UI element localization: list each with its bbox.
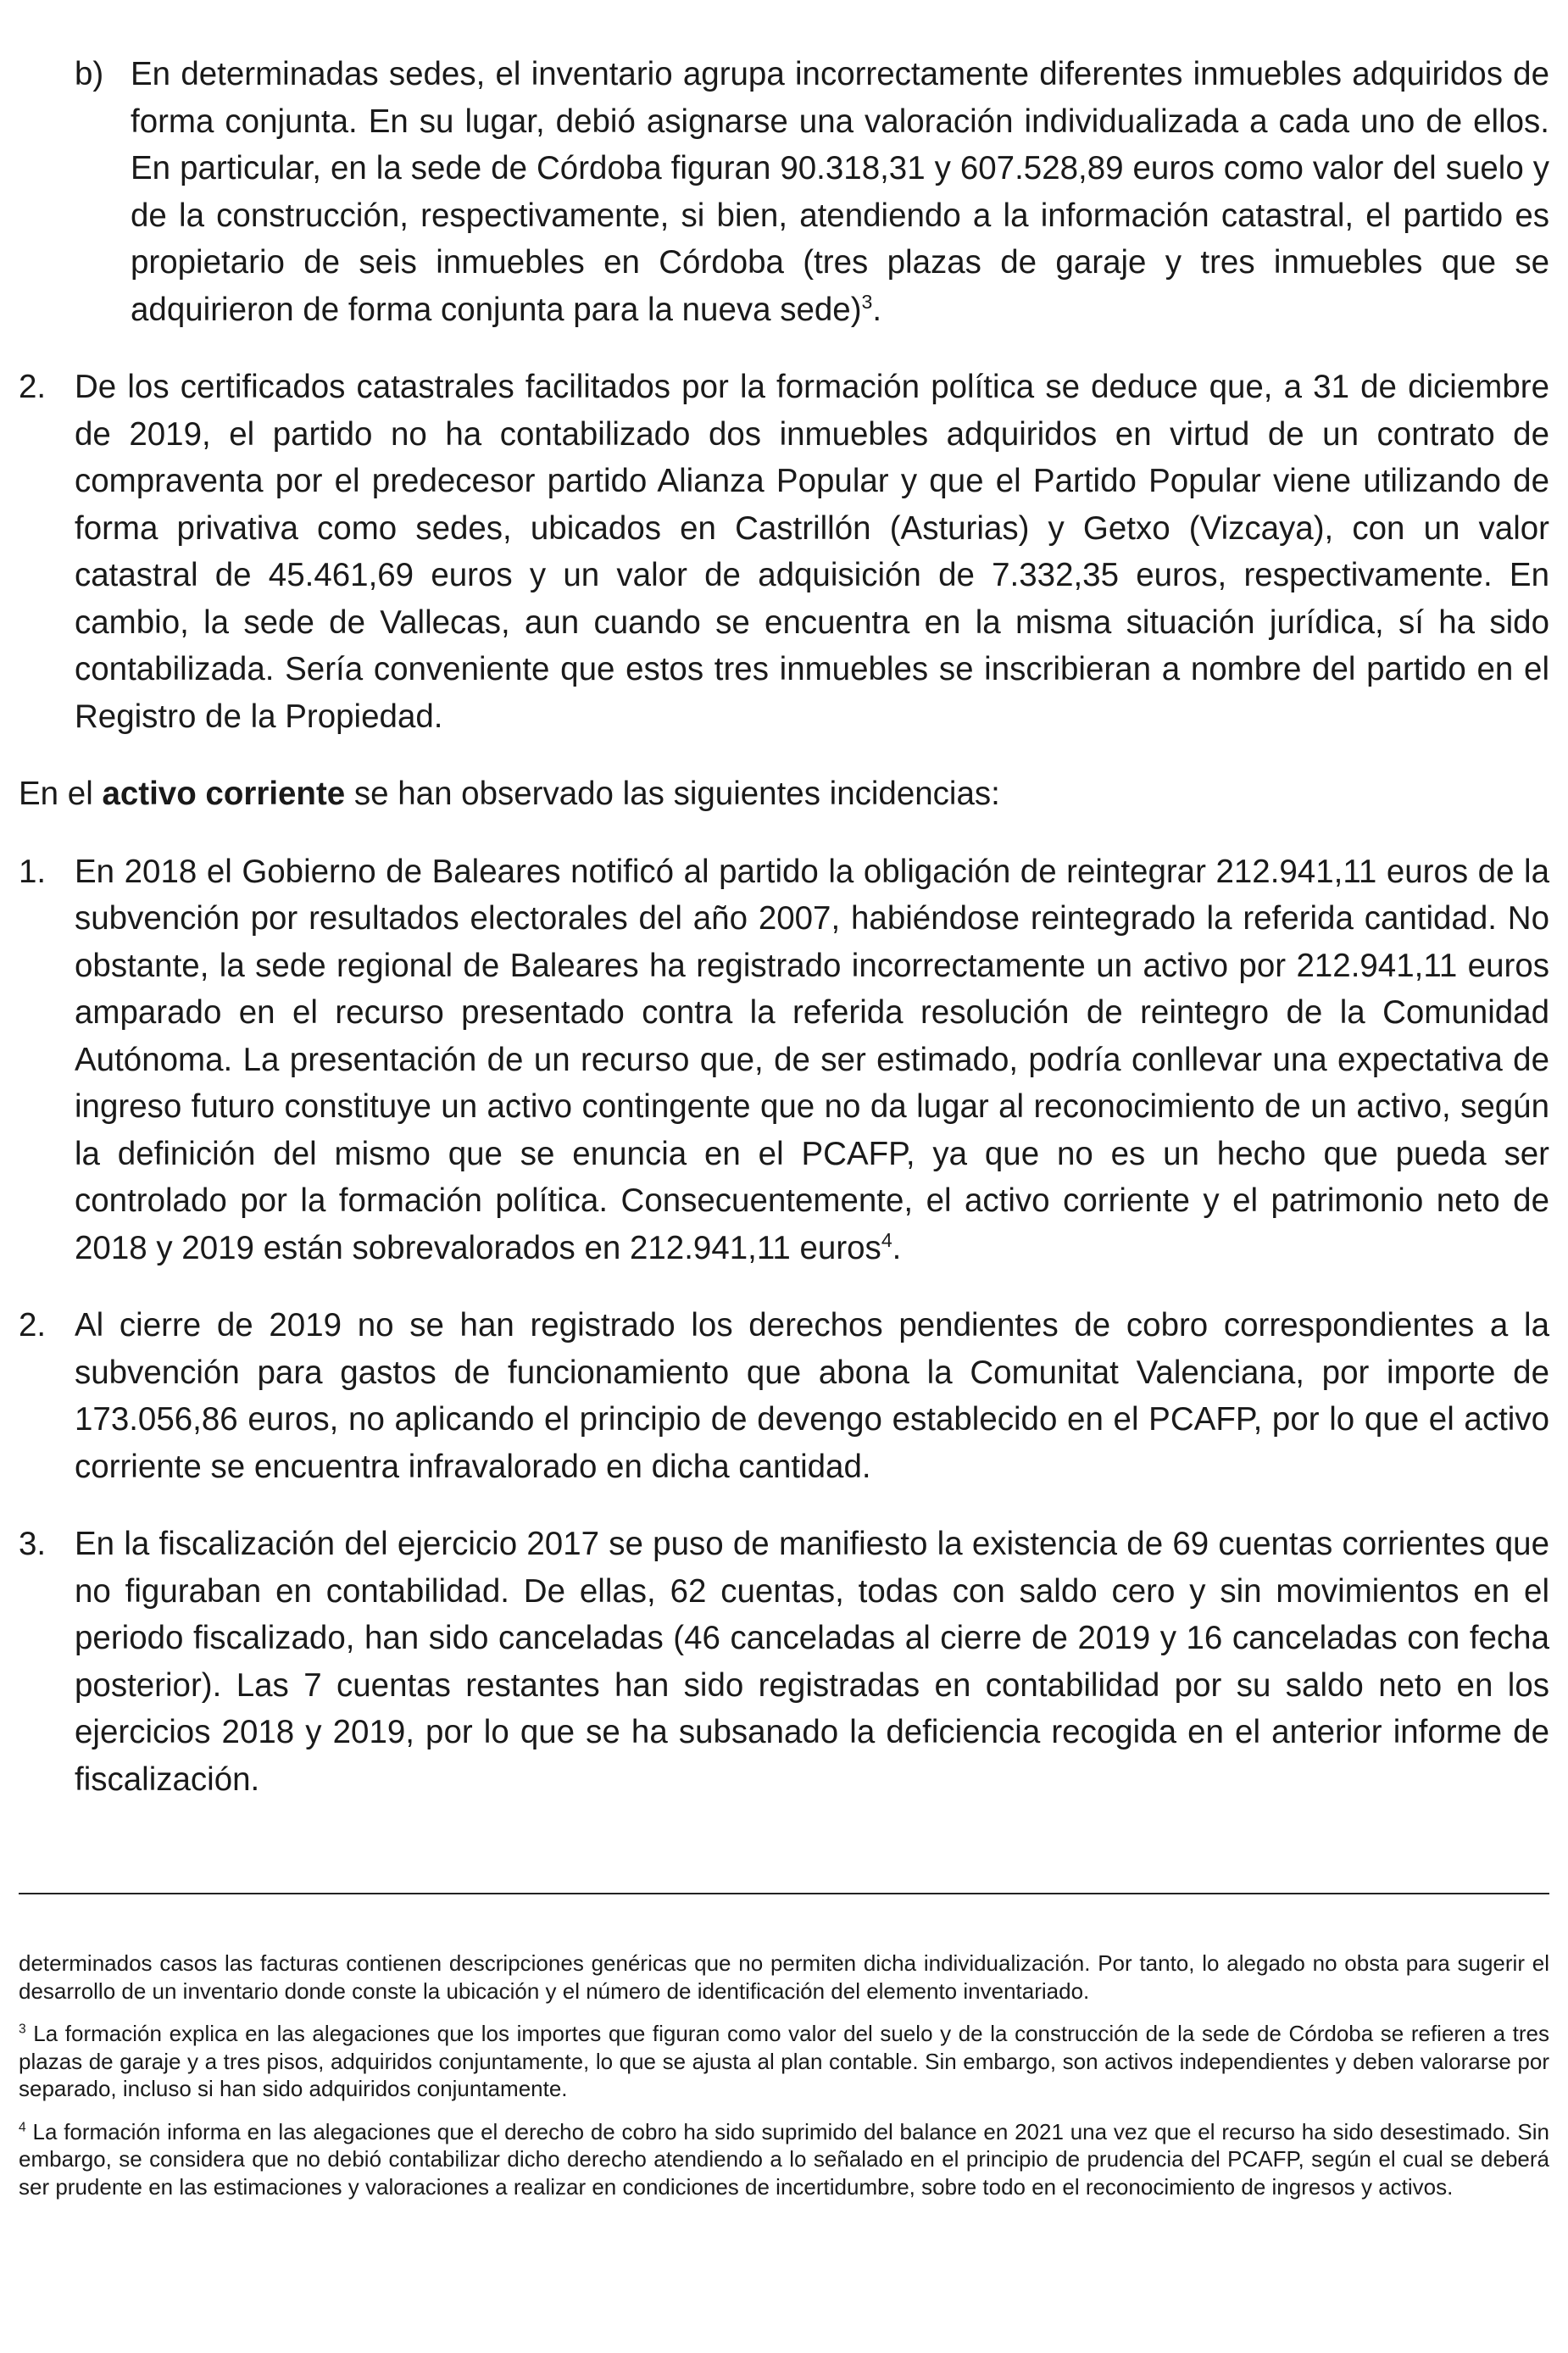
list-item-text: En determinadas sedes, el inventario agrupa incorrectamente diferentes inmuebles adquiridos de forma conjunta. En su lugar, debió asignarse una valoración individualizada a cada uno de ellos. En particular, en la sede de Córdoba figuran 90.318,31 y 607.528,89 euros como valor del suelo y de la construcción, respectivamente, si bien, atendiendo a la información catastral, el partido es propietario de seis inmuebles en Córdoba (tres plazas de garaje y tres inmuebles que se adquirieron de forma conjunta para la nueva sede)$^3$.: [131, 56, 1549, 328]
list-item-text: Al cierre de 2019 no se han registrado los derechos pendientes de cobro correspondientes a la subvención para gastos de funcionamiento que abona la Comunitat Valenciana, por importe de 173.056,86 euros, no aplicando el principio de devengo establecido en el PCAFP, por lo que el activo corriente se encuentra infravalorado en dicha cantidad.: [75, 1307, 1549, 1485]
footnote-ref-3[interactable]: 3: [861, 290, 873, 313]
list-marker: 1.: [19, 853, 47, 890]
document-body: [19, 51, 1549, 1803]
footnote-4: $^4$ La formación informa en las alegaciones que el derecho de cobro ha sido suprimido del balance en 2021 una vez que el recurso ha sido desestimado. Sin embargo, se considera que no debió contabilizar dicho derecho atendiendo a lo señalado en el principio de prudencia del PCAFP, según el cual se deberá ser prudente en las estimaciones y valoraciones a realizar en condiciones de incertidumbre, sobre todo en el reconocimiento de ingresos y activos.: [19, 2118, 1549, 2200]
footnote-ref-4[interactable]: 4: [881, 1228, 892, 1251]
footnote-continued: determinados casos las facturas contienen descripciones genéricas que no permiten dicha individualización. Por tanto, lo alegado no obsta para sugerir el desarrollo de un inventario donde conste la ubicación y el número de identificación del elemento inventariado.: [19, 1950, 1549, 2004]
list-item-b: [75, 51, 1549, 333]
bold-term: activo corriente: [102, 776, 346, 812]
list-item-2-non-current: [19, 364, 1549, 740]
footnote-3: $^3$ La formación explica en las alegaciones que los importes que figuran como valor del suelo y de la construcción de la sede de Córdoba se refieren a tres plazas de garaje y a tres pisos, adquiridos conjuntamente, lo que se ajusta al plan contable. Sin embargo, son activos independientes y deben valorarse por separado, incluso si han sido adquiridos conjuntamente.: [19, 2021, 1549, 2101]
intro-paragraph: En el activo corriente se han observado las siguientes incidencias:: [19, 776, 1000, 812]
list-marker: 3.: [19, 1526, 47, 1562]
footnote-separator: [19, 1893, 1549, 1894]
list-marker: 2.: [19, 1307, 47, 1343]
list-marker: 2.: [19, 369, 47, 405]
list-marker: b): [75, 56, 104, 92]
list-item-1: [19, 848, 1549, 1272]
list-item-text: De los certificados catastrales facilitados por la formación política se deduce que, a 31 de diciembre de 2019, el partido no ha contabilizado dos inmuebles adquiridos en virtud de un contrato de compraventa por el predecesor partido Alianza Popular y que el Partido Popular viene utilizando de forma privativa como sedes, ubicados en Castrillón (Asturias) y Getxo (Vizcaya), con un valor catastral de 45.461,69 euros y un valor de adquisición de 7.332,35 euros, respectivamente. En cambio, la sede de Vallecas, aun cuando se encuentra en la misma situación jurídica, sí ha sido contabilizada. Sería conveniente que estos tres inmuebles se inscribieran a nombre del partido en el Registro de la Propiedad.: [75, 369, 1549, 735]
footnote-mark: 4: [19, 2119, 26, 2134]
list-item-text: En la fiscalización del ejercicio 2017 se puso de manifiesto la existencia de 69 cuentas corrientes que no figuraban en contabilidad. De ellas, 62 cuentas, todas con saldo cero y sin movimientos en el periodo fiscalizado, han sido canceladas (46 canceladas al cierre de 2019 y 16 canceladas con fecha posterior). Las 7 cuentas restantes han sido registradas en contabilidad por su saldo neto en los ejercicios 2018 y 2019, por lo que se ha subsanado la deficiencia recogida en el anterior informe de fiscalización.: [75, 1526, 1549, 1798]
list-item-text: En 2018 el Gobierno de Baleares notificó al partido la obligación de reintegrar 212.941,11 euros de la subvención por resultados electorales del año 2007, habiéndose reintegrado la referida cantidad. No obstante, la sede regional de Baleares ha registrado incorrectamente un activo por 212.941,11 euros amparado en el recurso presentado contra la referida resolución de reintegro de la Comunidad Autónoma. La presentación de un recurso que, de ser estimado, podría conllevar una expectativa de ingreso futuro constituye un activo contingente que no da lugar al reconocimiento de un activo, según la definición del mismo que se enuncia en el PCAFP, ya que no es un hecho que pueda ser controlado por la formación política. Consecuentemente, el activo corriente y el patrimonio neto de 2018 y 2019 están sobrevalorados en 212.941,11 euros$^4$.: [75, 853, 1549, 1266]
footnotes: [19, 1950, 1549, 2200]
footnote-mark: 3: [19, 2022, 26, 2037]
list-item-3: [19, 1521, 1549, 1803]
list-item-2: [19, 1302, 1549, 1490]
